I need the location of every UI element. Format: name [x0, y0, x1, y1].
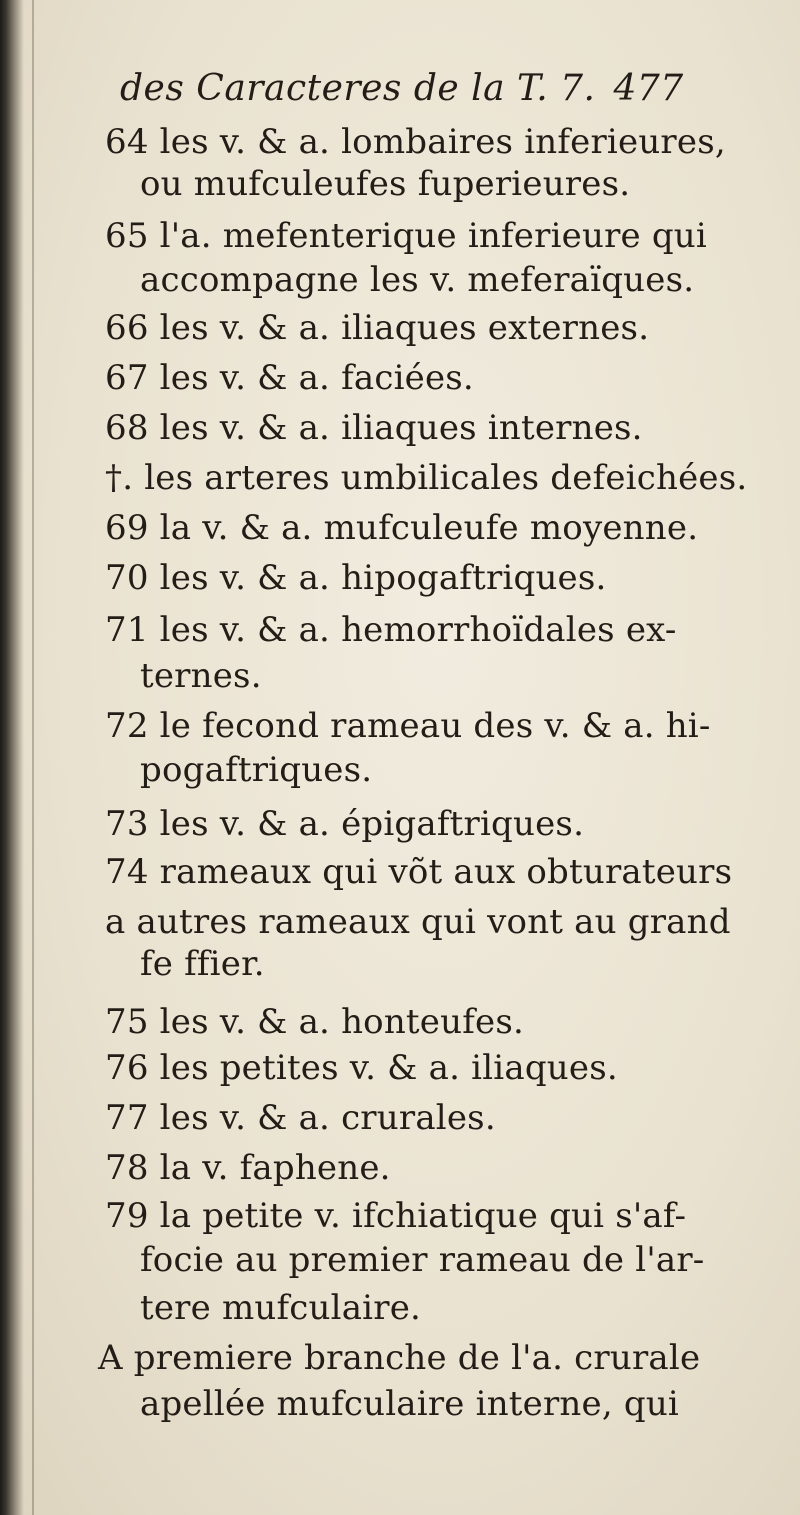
text-line: pogaftriques.: [140, 750, 373, 790]
text-line: 77 les v. & a. crurales.: [105, 1098, 496, 1138]
text-line: †. les arteres umbilicales defeichées.: [105, 458, 748, 498]
text-line: focie au premier rameau de l'ar-: [140, 1240, 705, 1280]
text-line: 76 les petites v. & a. iliaques.: [105, 1048, 618, 1088]
text-line: 67 les v. & a. faciées.: [105, 358, 474, 398]
text-line: tere mufculaire.: [140, 1288, 422, 1328]
text-line: a autres rameaux qui vont au grand: [105, 902, 731, 942]
text-line: ou mufculeufes fuperieures.: [140, 164, 631, 204]
text-line: 74 rameaux qui võt aux obturateurs: [105, 852, 733, 892]
text-line: 64 les v. & a. lombaires inferieures,: [105, 122, 726, 162]
text-line: A premiere branche de l'a. crurale: [98, 1338, 701, 1378]
text-line: 72 le fecond rameau des v. & a. hi-: [105, 706, 711, 746]
running-head-title: des Caracteres de la T. 7.: [120, 68, 596, 109]
text-line: 78 la v. faphene.: [105, 1148, 391, 1188]
text-line: 65 l'a. mefenterique inferieure qui: [105, 216, 707, 256]
text-line: fe ffier.: [140, 944, 265, 984]
page-number: 477: [613, 68, 684, 109]
text-line: apellée mufculaire interne, qui: [140, 1384, 679, 1424]
text-line: 66 les v. & a. iliaques externes.: [105, 308, 650, 348]
text-line: 69 la v. & a. mufculeufe moyenne.: [105, 508, 699, 548]
text-line: 68 les v. & a. iliaques internes.: [105, 408, 643, 448]
text-line: 75 les v. & a. honteufes.: [105, 1002, 524, 1042]
text-line: 79 la petite v. ifchiatique qui s'af-: [105, 1196, 687, 1236]
text-line: accompagne les v. meferaïques.: [140, 260, 695, 300]
text-line: 70 les v. & a. hipogaftriques.: [105, 558, 607, 598]
text-line: 71 les v. & a. hemorrhoïdales ex-: [105, 610, 677, 650]
text-line: ternes.: [140, 656, 262, 696]
text-line: 73 les v. & a. épigaftriques.: [105, 804, 585, 844]
